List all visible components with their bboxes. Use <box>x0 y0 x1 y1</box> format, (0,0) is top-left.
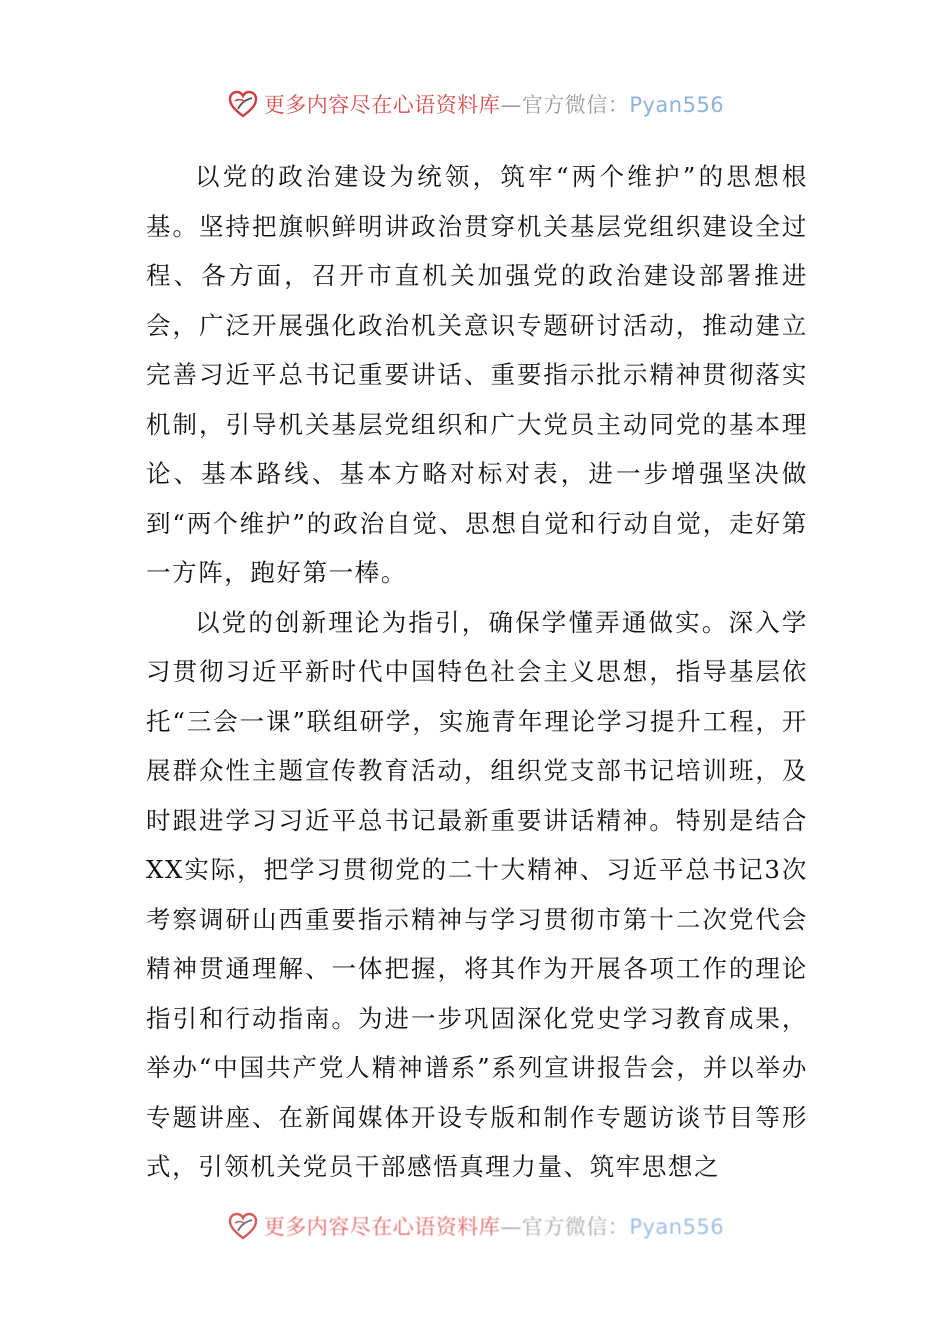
heart-logo-icon <box>226 87 260 121</box>
watermark-id: Pyan556 <box>629 1215 725 1239</box>
watermark-dash: — <box>500 93 522 117</box>
watermark-text <box>264 1211 724 1241</box>
heart-logo-icon <box>226 1209 260 1243</box>
paragraph-innovation-theory: 以党的创新理论为指引，确保学懂弄通做实。深入学习贯彻习近平新时代中国特色社会主义思想，指导基层依托“三会一课”联组研学，实施青年理论学习提升工程，开展群众性主题宣传教育活动，组织党支部书记培训班，及时跟进学习习近平总书记最新重要讲话精神。特别是结合XX实际，把学习贯彻党的二十大精神、习近平总书记3次考察调研山西重要指示精神与学习贯彻市第十二次党代会精神贯通理解、一体把握，将其作为开展各项工作的理论指引和行动指南。为进一步巩固深化党史学习教育成果，举办“中国共产党人精神谱系”系列宣讲报告会，并以举办专题讲座、在新闻媒体开设专版和制作专题访谈节目等形式，引领机关党员干部感悟真理力量、筑牢思想之 <box>146 607 808 1181</box>
watermark-prefix: 更多内容尽在心语资料库 <box>263 93 501 117</box>
footer-watermark <box>0 1206 950 1246</box>
header-watermark <box>0 84 950 124</box>
watermark-label: 官方微信： <box>521 1215 630 1239</box>
paragraph-political-building: 以党的政治建设为统领，筑牢“两个维护”的思想根基。坚持把旗帜鲜明讲政治贯穿机关基层党组织建设全过程、各方面，召开市直机关加强党的政治建设部署推进会，广泛开展强化政治机关意识专题研讨活动，推动建立完善习近平总书记重要讲话、重要指示批示精神贯彻落实机制，引导机关基层党组织和广大党员主动同党的基本理论、基本路线、基本方略对标对表，进一步增强坚决做到“两个维护”的政治自觉、思想自觉和行动自觉，走好第一方阵，跑好第一棒。 <box>146 162 808 587</box>
document-body <box>146 152 808 1192</box>
watermark-text <box>264 89 724 119</box>
watermark-prefix: 更多内容尽在心语资料库 <box>263 1215 501 1239</box>
watermark-label: 官方微信： <box>521 93 630 117</box>
watermark-id: Pyan556 <box>629 93 725 117</box>
watermark-dash: — <box>500 1215 522 1239</box>
